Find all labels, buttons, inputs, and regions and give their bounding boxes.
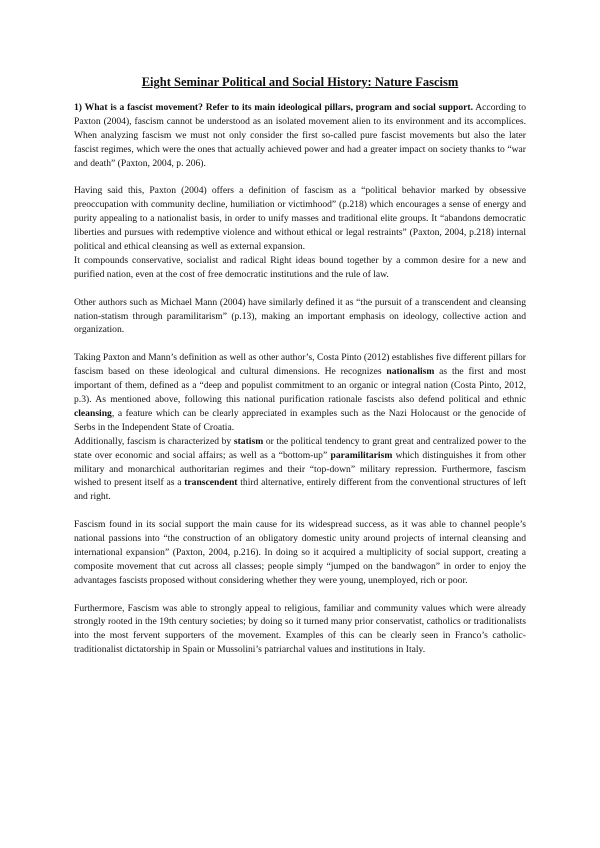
- term-paramilitarism: paramilitarism: [330, 449, 393, 461]
- paragraph-6-text-b: or the political tendency to grant great and centralized power to the state over economic and social affairs; as well as a “bottom-up”: [74, 435, 527, 461]
- paragraph-3: It compounds conservative, socialist and radical Right ideas bound together by a common desire for a new and purified nation, even at the cost of free democratic institutions and the rule of law.: [74, 254, 526, 280]
- paragraph-6-text-a: Additionally, fascism is characterized by: [74, 435, 234, 447]
- paragraph-6-text-c: which distinguishes it from other military and monarchical authoritarian regimes and their “top-down” military repression. Furthermore, fascism wished to present itself as a: [74, 449, 526, 489]
- paragraph-8: Furthermore, Fascism was able to strongly appeal to religious, familiar and community values which were already strongly rooted in the 19th century societies; by doing so it turned many prior conservatist, catholics or traditionalists into the most fervent supporters of the movement. Examples of this can be clearly seen in Franco’s catholic-traditionalist dictatorship in Spain or Mussolini’s patriarchal values and institutions in Italy.: [74, 602, 526, 656]
- paragraph-2: Having said this, Paxton (2004) offers a definition of fascism as a “political behavior marked by obsessive preoccupation with community decline, humiliation or victimhood” (p.218) which encourages a sense of energy and purity appealing to a nationalist basis, in order to unify masses and traditional elite groups. It “abandons democratic liberties and pursues with redemptive violence and without ethical or legal restraints” (Paxton, 2004, p.218) internal political and ethical cleansing as well as external expansion.: [74, 185, 526, 253]
- question-paragraph: [74, 101, 526, 171]
- term-transcendent: transcendent: [184, 477, 238, 489]
- paragraph-5-text-a: Taking Paxton and Mann’s definition as well as other author’s, Costa Pinto (2012) establishes five different pillars for fascism based on these ideological and cultural dimensions. He recognizes: [74, 352, 526, 378]
- paragraph-6-text-d: third alternative, entirely different from the conventional structures of left and right.: [74, 477, 527, 503]
- question-heading: 1) What is a fascist movement? Refer to its main ideological pillars, program and social support.: [74, 102, 473, 113]
- paragraph-6: [74, 435, 526, 505]
- paragraph-7: Fascism found in its social support the main cause for its widespread success, as it was able to channel people’s national passions into “the construction of an obligatory domestic unity around projects of internal cleansing and international expansion” (Paxton, 2004, p.216). In doing so it acquired a multiplicity of social support, creating a composite movement that cut across all classes; people simply “jumped on the bandwagon” in order to enjoy the advantages fascists proposed without considering whether they were young, unemployed, rich or poor.: [74, 519, 526, 586]
- paragraph-1: According to Paxton (2004), fascism cannot be understood as an isolated movement alien to its environment and its accomplices. When analyzing fascism we must not only consider the first so-called pure fascist movements but also the later fascist regimes, which were the ones that actually achieved power and had a greater impact on society thanks to “war and death” (Paxton, 2004, p. 206).: [74, 102, 526, 169]
- term-cleansing: cleansing: [74, 407, 112, 419]
- paragraph-5-text-b: as the first and most important of them, defined as a “deep and populist commitment to an organic or integral nation (Costa Pinto, 2012, p.3). As mentioned above, following this national purification rationale fascists also defend political and ethnic: [74, 366, 526, 405]
- paragraph-4: Other authors such as Michael Mann (2004) have similarly defined it as “the pursuit of a transcendent and cleansing nation-statism through paramilitarism” (p.13), making an important emphasis on ideology, collective action and organization.: [74, 296, 526, 336]
- page-title: Eight Seminar Political and Social History: Nature Fascism: [141, 75, 459, 89]
- term-statism: statism: [233, 435, 264, 447]
- paragraph-5-text-c: , a feature which can be clearly appreciated in examples such as the Nazi Holocaust or the genocide of Serbs in the Independent State of Croatia.: [74, 407, 526, 433]
- document-body: [74, 101, 526, 671]
- paragraph-5: [74, 351, 526, 434]
- term-nationalism: nationalism: [386, 366, 435, 378]
